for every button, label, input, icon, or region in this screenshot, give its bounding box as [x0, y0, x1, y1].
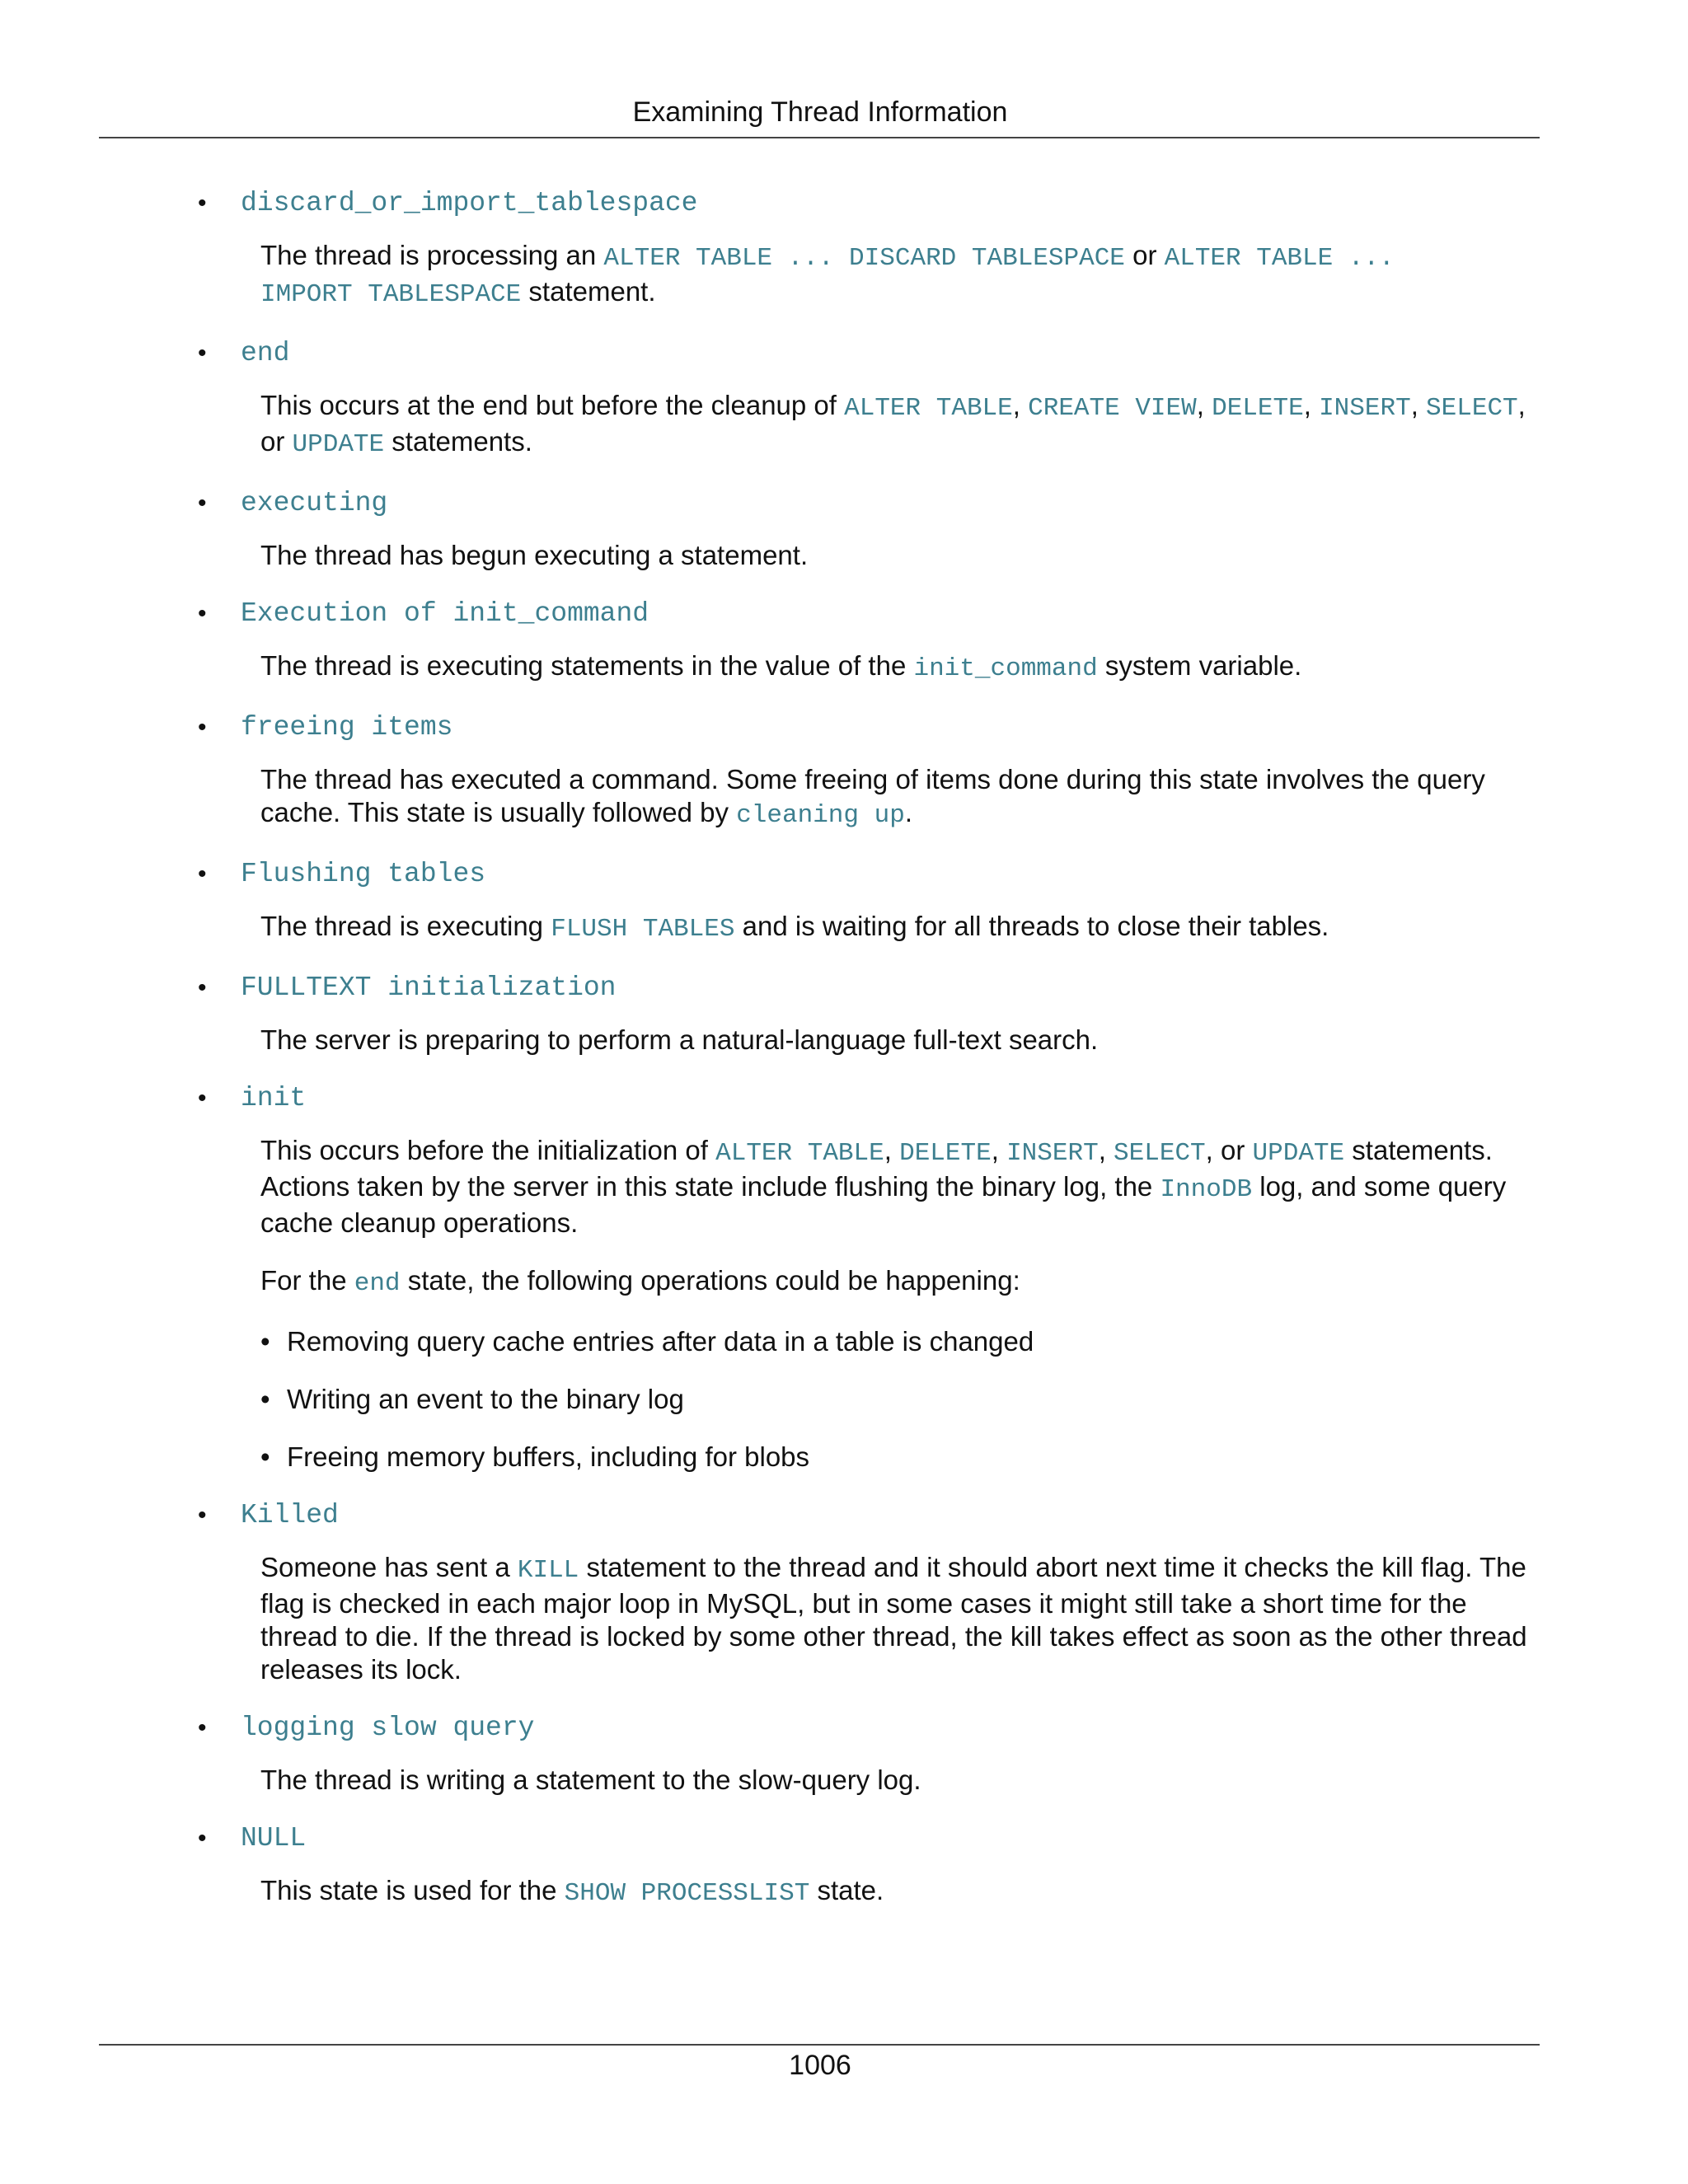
footer-divider [99, 2044, 1540, 2046]
inline-code: InnoDB [1160, 1175, 1253, 1204]
inline-code: init_command [913, 654, 1098, 683]
text-run: For the [260, 1265, 354, 1296]
text-run: statements. Actions taken by the server in this state include flushing the binary log, the [260, 1135, 1493, 1202]
text-run: . [904, 797, 912, 827]
state-term-text: executing [241, 488, 388, 518]
text-run: This state is used for the [260, 1875, 565, 1905]
text-run: The thread is processing an [260, 240, 604, 270]
state-description [260, 910, 1546, 946]
text-run: statements. [384, 426, 532, 457]
state-term [193, 710, 1543, 745]
state-item [198, 857, 1543, 946]
inline-code: ALTER TABLE ... DISCARD TABLESPACE [603, 244, 1125, 273]
text-run: The server is preparing to perform a natural-language full-text search. [260, 1024, 1099, 1055]
inline-code: ALTER TABLE [715, 1139, 884, 1168]
text-run: The thread is writing a statement to the slow-query log. [260, 1765, 921, 1795]
state-term-text: init [241, 1083, 307, 1113]
text-run: , [1098, 1135, 1114, 1165]
state-description [260, 763, 1546, 832]
state-item [198, 1821, 1543, 1910]
bullet-icon: • [198, 1502, 207, 1529]
state-item [198, 336, 1543, 462]
page-header-title: Examining Thread Information [632, 96, 1008, 128]
text-run: The thread has begun executing a statement. [260, 540, 809, 570]
text-run: , or [1205, 1135, 1253, 1165]
text-run: system variable. [1097, 650, 1302, 681]
state-item [198, 186, 1543, 312]
state-term-text: FULLTEXT initialization [241, 972, 617, 1003]
state-item [198, 1498, 1543, 1686]
bullet-icon: • [198, 340, 207, 367]
text-run: , [991, 1135, 1007, 1165]
inline-code: INSERT [1319, 394, 1411, 423]
thread-states-list [198, 186, 1543, 1935]
state-term [193, 1711, 1543, 1746]
text-run: Someone has sent a [260, 1552, 518, 1582]
state-item [198, 971, 1543, 1057]
state-term [193, 1498, 1543, 1533]
state-term-text: freeing items [241, 712, 453, 743]
text-run: and is waiting for all threads to close their tables. [734, 911, 1329, 941]
state-term-text: end [241, 338, 290, 368]
header-divider [99, 137, 1540, 138]
state-description [260, 1874, 1546, 1910]
state-description [260, 389, 1546, 462]
sub-list-text: Writing an event to the binary log [287, 1384, 684, 1414]
state-description [260, 239, 1497, 312]
state-item [198, 597, 1543, 686]
state-description [260, 539, 1546, 572]
state-term [193, 971, 1543, 1005]
state-item [198, 1711, 1543, 1797]
text-run: state, the following operations could be happening: [400, 1265, 1020, 1296]
page-number: 1006 [789, 2050, 851, 2081]
text-run: state. [809, 1875, 884, 1905]
state-description [260, 1764, 1546, 1797]
inline-code: DELETE [899, 1139, 992, 1168]
state-term [193, 857, 1543, 892]
bullet-icon: • [198, 1085, 207, 1112]
state-item [198, 710, 1543, 832]
sub-list-text: Freeing memory buffers, including for blobs [287, 1441, 810, 1472]
bullet-icon: • [260, 1384, 270, 1414]
sub-list-item [260, 1441, 1543, 1474]
state-term-text: Execution of init_command [241, 598, 649, 629]
bullet-icon: • [198, 1714, 207, 1741]
inline-code: SELECT [1114, 1139, 1206, 1168]
text-run: , [1012, 390, 1029, 420]
state-item [198, 1081, 1543, 1474]
text-run: , [1196, 390, 1212, 420]
state-description [260, 1024, 1546, 1057]
inline-code: ALTER TABLE [844, 394, 1013, 423]
bullet-icon: • [198, 1825, 207, 1852]
state-description [260, 1264, 1546, 1301]
text-run: This occurs before the initialization of [260, 1135, 716, 1165]
state-term [193, 1081, 1543, 1116]
inline-code: DELETE [1212, 394, 1304, 423]
state-term-text: Killed [241, 1500, 339, 1530]
state-term [193, 186, 1543, 221]
inline-code: UPDATE [292, 430, 385, 459]
text-run: log, and some query cache cleanup operations. [260, 1171, 1507, 1238]
bullet-icon: • [198, 490, 207, 517]
text-run: statement to the thread and it should abort next time it checks the kill flag. The flag is checked in each major loop in MySQL, but in some cases it might still take a short time for the thread to die. If the thread is locked by some other thread, the kill takes effect as soon as the other thread releases its lock. [260, 1552, 1527, 1685]
inline-code: KILL [517, 1556, 579, 1585]
state-term [193, 597, 1543, 631]
state-description [260, 1134, 1546, 1240]
inline-code: SELECT [1426, 394, 1518, 423]
state-term [193, 486, 1543, 521]
text-run: The thread is executing statements in the value of the [260, 650, 914, 681]
bullet-icon: • [260, 1441, 270, 1472]
text-run: , or [260, 390, 1526, 457]
bullet-icon: • [260, 1326, 270, 1357]
state-term-text: discard_or_import_tablespace [241, 188, 698, 218]
bullet-icon: • [198, 190, 207, 217]
bullet-icon: • [198, 600, 207, 627]
text-run: The thread is executing [260, 911, 551, 941]
state-item [198, 486, 1543, 572]
bullet-icon: • [198, 974, 207, 1001]
bullet-icon: • [198, 860, 207, 888]
text-run: The thread has executed a command. Some freeing of items done during this state involves the query cache. This state is usually followed by [260, 764, 1485, 827]
text-run: statement. [521, 276, 656, 307]
state-term [193, 1821, 1543, 1856]
text-run: , [1303, 390, 1320, 420]
text-run: or [1124, 240, 1165, 270]
inline-code: FLUSH TABLES [551, 915, 735, 944]
bullet-icon: • [198, 714, 207, 741]
sub-list-item [260, 1383, 1543, 1416]
inline-code: cleaning up [736, 801, 905, 830]
text-run: , [1410, 390, 1427, 420]
state-description [260, 1551, 1546, 1686]
state-term [193, 336, 1543, 371]
inline-code: CREATE VIEW [1028, 394, 1197, 423]
state-description [260, 649, 1546, 686]
inline-code: ALTER TABLE ... IMPORT TABLESPACE [260, 244, 1395, 309]
text-run: This occurs at the end but before the cleanup of [260, 390, 845, 420]
inline-code: SHOW PROCESSLIST [564, 1879, 810, 1908]
inline-code: end [354, 1269, 401, 1298]
state-term-text: NULL [241, 1823, 307, 1854]
inline-code: UPDATE [1252, 1139, 1345, 1168]
state-term-text: logging slow query [241, 1713, 535, 1743]
inline-code: INSERT [1006, 1139, 1099, 1168]
sub-list-text: Removing query cache entries after data in a table is changed [287, 1326, 1034, 1357]
sub-list-item [260, 1325, 1543, 1358]
text-run: , [884, 1135, 900, 1165]
state-term-text: Flushing tables [241, 859, 486, 889]
